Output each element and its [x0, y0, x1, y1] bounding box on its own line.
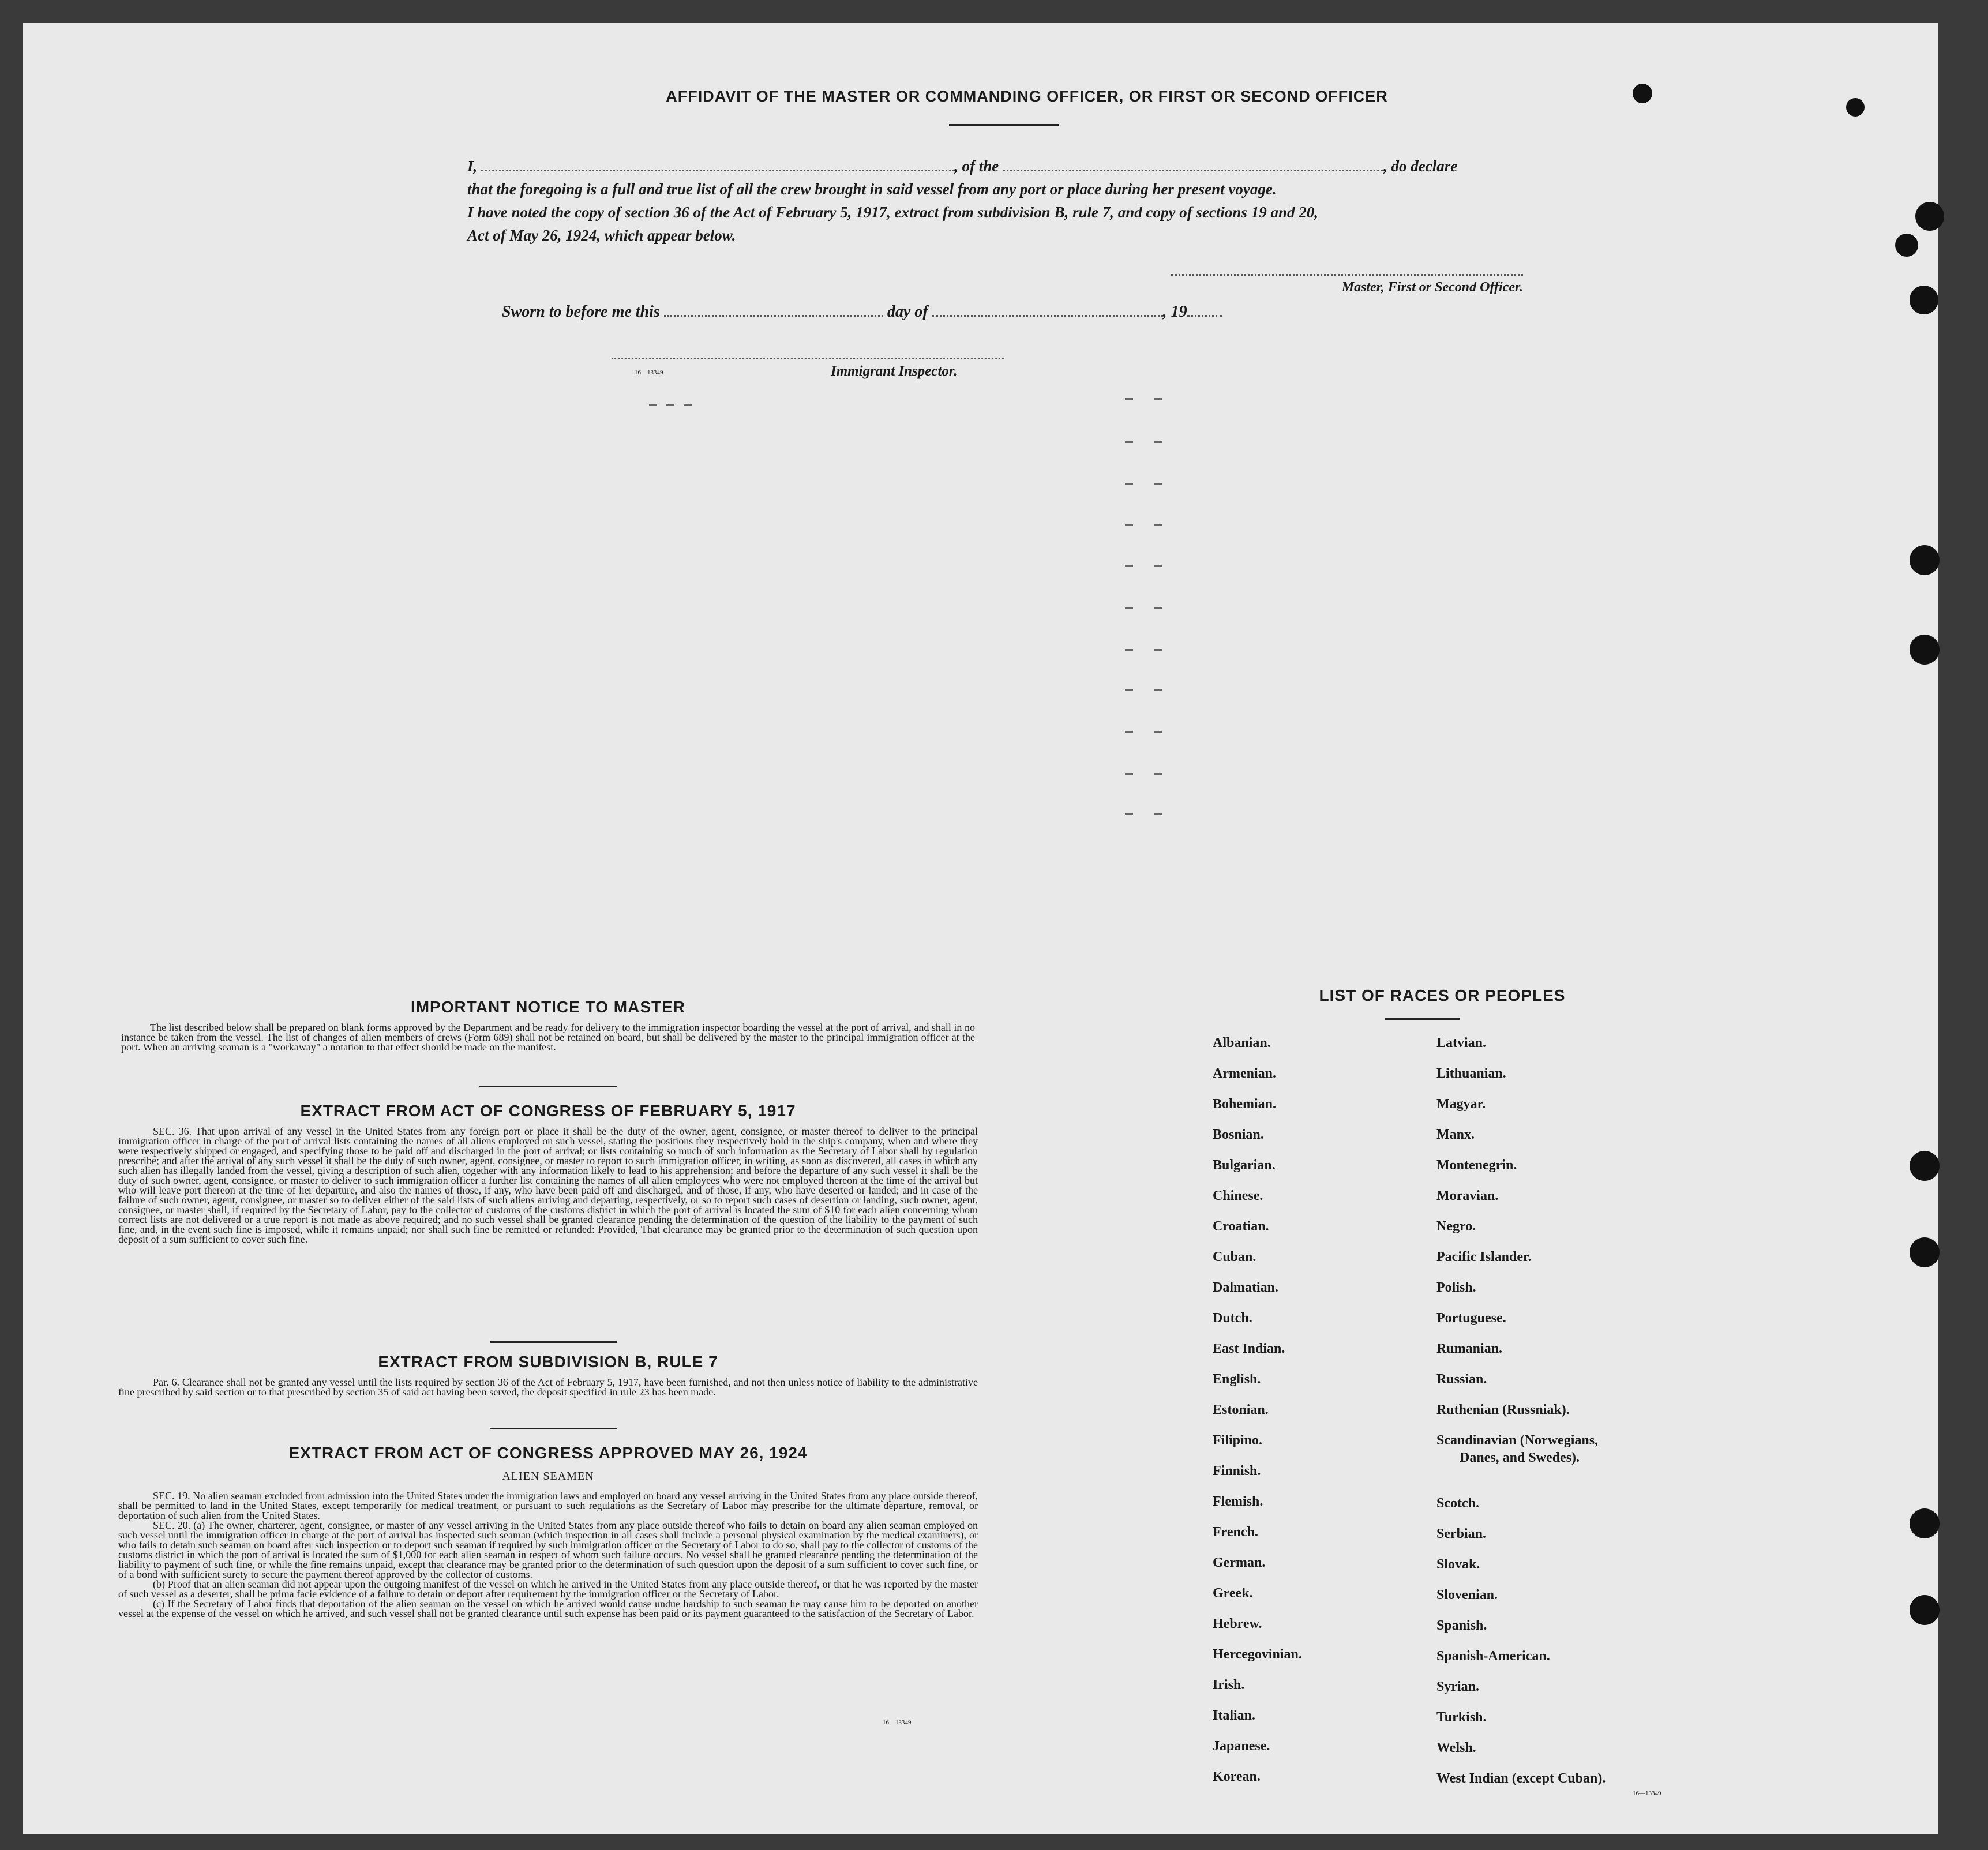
faint-mark [1125, 813, 1133, 815]
punch-hole [1910, 635, 1940, 665]
extract-1924-body [118, 1491, 978, 1619]
extract-1917-title: EXTRACT FROM ACT OF CONGRESS OF FEBRUARY 5, 1917 [300, 1102, 796, 1120]
faint-mark [1125, 607, 1133, 609]
vessel-name-blank[interactable] [1003, 170, 1383, 171]
race-item: East Indian. [1213, 1341, 1285, 1356]
race-item: Ruthenian (Russniak). [1436, 1402, 1570, 1417]
master-name-blank[interactable] [481, 170, 954, 171]
punch-hole [1915, 202, 1944, 231]
affidavit-title: AFFIDAVIT OF THE MASTER OR COMMANDING OFFICER, OR FIRST OR SECOND OFFICER [666, 88, 1388, 105]
sec-20b-text: (b) Proof that an alien seaman did not appear upon the outgoing manifest of the vessel on which he arrived in the United States from any place outside thereof, or that he was reported by the master of such vessel as a deserter, shall be prima facie evidence of a failure to detain or deport after requirement by the immigration officer or the Secretary of Labor. [118, 1578, 978, 1600]
sec-20a-text: SEC. 20. (a) The owner, charterer, agent, consignee, or master of any vessel arriving in the United States from any place outside thereof who fails to detain on board any alien seaman employed on such vessel until the immigration officer in charge at the port of arrival has inspected such seaman (which inspection in all cases shall include a personal physical examination by the medical examiners), or who fails to detain such seaman on board after such inspection or to deport such seaman if required by such immigration officer or the Secretary of Labor to do so, shall pay to the collector of customs of the customs district in which the port of arrival is located the sum of $1,000 for each alien seaman in respect of whom such failure occurs. No vessel shall be granted clearance pending the determination of the liability to payment of such fine, or while the fine remains unpaid, except that clearance may be granted prior to the determination of such question upon the deposit of a sum sufficient to cover such fine, or of a bond with sufficient surety to secure the payment thereof approved by the collector of customs. [118, 1519, 978, 1580]
race-item: Croatian. [1213, 1219, 1269, 1234]
punch-hole [1895, 234, 1918, 257]
affidavit-line-3: I have noted the copy of section 36 of the Act of February 5, 1917, extract from subdivision B, rule 7, and copy of sections 19 and 20, [467, 204, 1318, 221]
race-item: Danes, and Swedes). [1460, 1450, 1580, 1465]
faint-mark [1154, 441, 1162, 443]
faint-mark [1125, 441, 1133, 443]
alien-seamen-subtitle: ALIEN SEAMEN [502, 1470, 594, 1483]
punch-hole [1846, 98, 1865, 117]
faint-mark [1125, 731, 1133, 733]
faint-mark [1125, 524, 1133, 526]
document-page [23, 23, 1938, 1834]
punch-hole [1910, 1595, 1940, 1625]
race-item: Hercegovinian. [1213, 1647, 1302, 1662]
race-item: Flemish. [1213, 1494, 1263, 1509]
extract-form-number: 16—13349 [883, 1719, 912, 1726]
race-item: Spanish-American. [1436, 1649, 1550, 1664]
race-item: Polish. [1436, 1280, 1476, 1295]
sworn-day-blank[interactable] [664, 315, 883, 317]
section-divider [490, 1428, 617, 1429]
race-item: Syrian. [1436, 1679, 1480, 1694]
race-item: Slovenian. [1436, 1588, 1498, 1603]
faint-mark [649, 404, 657, 406]
race-item: Serbian. [1436, 1526, 1487, 1541]
races-form-number: 16—13349 [1633, 1790, 1661, 1797]
affidavit-line-1: I, , of the , do declare [467, 157, 1458, 175]
extract-rule7-text: Par. 6. Clearance shall not be granted any vessel until the lists required by section 36 of the Act of February 5, 1917, have been furnished, and not then unless notice of liability to the administrative fine prescribed by said section or to that prescribed by section 35 of said act having been served, the deposit specified in rule 23 has been made. [118, 1376, 978, 1398]
race-item: Korean. [1213, 1769, 1261, 1784]
extract-1917-text: SEC. 36. That upon arrival of any vessel in the United States from any foreign port or place it shall be the duty of the owner, agent, consignee, or master thereof to deliver to the principal immigration officer in charge of the port of arrival lists containing the names of all aliens employed on such vessel, stating the positions they respectively hold in the ship's company, when and where they were respectively shipped or engaged, and specifying those to be paid off and discharged in the port of arrival; or lists containing so much of such information as the Secretary of Labor shall by regulation prescribe; and after the arrival of any such vessel it shall be the duty of such owner, agent, consignee, or master to report to such immigration officer, in writing, as soon as discovered, all cases in which any such alien has illegally landed from the vessel, giving a description of such alien, together with any information likely to lead to his apprehension; and before the departure of any such vessel it shall be the duty of such owner, agent, consignee, or master to deliver to such immigration officer a further list containing the names of all alien employees who were not employed thereon at the time of the arrival but who will leave port thereon at the time of her departure, and also the names of those, if any, who have been paid off and discharged, and of those, if any, who have deserted or landed; and in case of the failure of such owner, agent, consignee, or master so to deliver either of the said lists of such aliens arriving and departing, respectively, or so to report such cases of desertion or landing, such owner, agent, consignee, or master shall, if required by the Secretary of Labor, pay to the collector of customs of the customs district in which the port of arrival is located the sum of $10 for each alien concerning whom correct lists are not delivered or a true report is not made as above required; and no such vessel shall be granted clearance pending the determination of the question of the liability to the payment of such fine, and, in the event such fine is imposed, while it remains unpaid; nor shall such fine be remitted or refunded: Provided, That clearance may be granted prior to the determination of such question upon deposit of a sum sufficient to cover such fine. [118, 1125, 978, 1245]
race-item: Finnish. [1213, 1464, 1261, 1479]
race-item: Rumanian. [1436, 1341, 1503, 1356]
race-item: French. [1213, 1525, 1258, 1540]
race-item: Bohemian. [1213, 1097, 1277, 1112]
race-item: Japanese. [1213, 1739, 1270, 1754]
faint-mark [1154, 773, 1162, 775]
sworn-year-blank[interactable] [1187, 315, 1222, 317]
form-number: 16—13349 [635, 369, 663, 376]
punch-hole [1910, 1508, 1940, 1538]
extract-1924-title: EXTRACT FROM ACT OF CONGRESS APPROVED MAY 26, 1924 [288, 1444, 808, 1462]
punch-hole [1633, 84, 1652, 103]
section-divider [490, 1341, 617, 1343]
inspector-label: Immigrant Inspector. [831, 363, 958, 379]
faint-mark [1125, 773, 1133, 775]
sec-19-text: SEC. 19. No alien seaman excluded from admission into the United States under the immigration laws and employed on board any vessel arriving in the United States from any place outside thereof, shall be permitted to land in the United States, except temporarily for medical treatment, or pursuant to such regulations as the Secretary of Labor may prescribe for the ultimate departure, removal, or deportation of such alien from the United States. [118, 1490, 978, 1521]
race-item: Scotch. [1436, 1496, 1479, 1511]
faint-mark [1125, 649, 1133, 651]
notice-title: IMPORTANT NOTICE TO MASTER [410, 998, 686, 1016]
race-item: English. [1213, 1372, 1261, 1387]
race-item: Albanian. [1213, 1035, 1271, 1050]
affidavit-statement [467, 155, 1575, 247]
race-item: German. [1213, 1555, 1266, 1570]
race-item: Scandinavian (Norwegians, [1436, 1433, 1599, 1448]
race-item: Italian. [1213, 1708, 1256, 1723]
extract-rule7-title: EXTRACT FROM SUBDIVISION B, RULE 7 [378, 1353, 718, 1371]
faint-mark [1154, 398, 1162, 400]
faint-mark [684, 404, 692, 406]
race-item: Bulgarian. [1213, 1158, 1276, 1173]
faint-mark [1154, 813, 1162, 815]
affidavit-line-4: Act of May 26, 1924, which appear below. [467, 227, 736, 244]
faint-mark [1125, 689, 1133, 691]
race-item: Turkish. [1436, 1710, 1487, 1725]
race-item: Welsh. [1436, 1740, 1476, 1755]
sworn-line: Sworn to before me this day of , 19 [502, 303, 1367, 321]
race-item: Hebrew. [1213, 1616, 1262, 1631]
race-item: Armenian. [1213, 1066, 1276, 1081]
race-item: Pacific Islander. [1436, 1249, 1532, 1264]
race-item: Spanish. [1436, 1618, 1487, 1633]
race-item: Magyar. [1436, 1097, 1486, 1112]
race-item: Greek. [1213, 1586, 1253, 1601]
punch-hole [1910, 1237, 1940, 1267]
faint-mark [1154, 649, 1162, 651]
master-signature-label: Master, First or Second Officer. [1341, 280, 1523, 295]
sworn-month-blank[interactable] [932, 315, 1163, 317]
faint-mark [1154, 731, 1162, 733]
sec-20c-text: (c) If the Secretary of Labor finds that deportation of the alien seaman on the vessel on which he arrived would cause undue hardship to such seaman he may cause him to be deported on another vessel at the expense of the vessel on which he arrived, and such vessel shall not be granted clearance until such expense has been paid or its payment guaranteed to the satisfaction of the Secretary of Labor. [118, 1598, 978, 1619]
race-item: Manx. [1436, 1127, 1475, 1142]
master-signature-line[interactable] [1171, 274, 1523, 276]
race-item: Bosnian. [1213, 1127, 1264, 1142]
races-divider [1385, 1018, 1460, 1020]
faint-mark [1154, 689, 1162, 691]
race-item: Montenegrin. [1436, 1158, 1517, 1173]
race-item: Estonian. [1213, 1402, 1269, 1417]
race-item: Lithuanian. [1436, 1066, 1506, 1081]
faint-mark [1154, 524, 1162, 526]
faint-mark [666, 404, 674, 406]
race-item: Cuban. [1213, 1249, 1256, 1264]
race-item: Chinese. [1213, 1188, 1263, 1203]
faint-mark [1154, 483, 1162, 485]
race-item: Irish. [1213, 1678, 1245, 1693]
title-divider [949, 124, 1059, 126]
faint-mark [1125, 398, 1133, 400]
punch-hole [1910, 545, 1940, 575]
inspector-signature-line[interactable] [612, 358, 1004, 359]
race-item: Slovak. [1436, 1557, 1480, 1572]
races-title: LIST OF RACES OR PEOPLES [1319, 986, 1566, 1004]
faint-mark [1154, 565, 1162, 567]
race-item: Portuguese. [1436, 1311, 1506, 1326]
notice-text: The list described below shall be prepared on blank forms approved by the Department and be ready for delivery to the immigration inspector boarding the vessel at the port of arrival, and shall in no instance be taken from the vessel. The list of changes of alien members of crews (Form 689) shall not be retained on board, but shall be delivered by the master to the principal immigration officer at the port. When an arriving seaman is a "workaway" a notation to that effect should be made on the manifest. [121, 1022, 975, 1053]
race-item: Russian. [1436, 1372, 1487, 1387]
faint-mark [1125, 565, 1133, 567]
race-item: Latvian. [1436, 1035, 1487, 1050]
race-item: West Indian (except Cuban). [1436, 1771, 1606, 1786]
section-divider [479, 1086, 617, 1087]
race-item: Moravian. [1436, 1188, 1499, 1203]
affidavit-line-2: that the foregoing is a full and true list of all the crew brought in said vessel from any port or place during her present voyage. [467, 181, 1277, 198]
punch-hole [1910, 1151, 1940, 1181]
race-item: Dutch. [1213, 1311, 1252, 1326]
race-item: Dalmatian. [1213, 1280, 1278, 1295]
race-item: Filipino. [1213, 1433, 1263, 1448]
faint-mark [1125, 483, 1133, 485]
punch-hole [1910, 286, 1938, 314]
faint-mark [1154, 607, 1162, 609]
race-item: Negro. [1436, 1219, 1476, 1234]
